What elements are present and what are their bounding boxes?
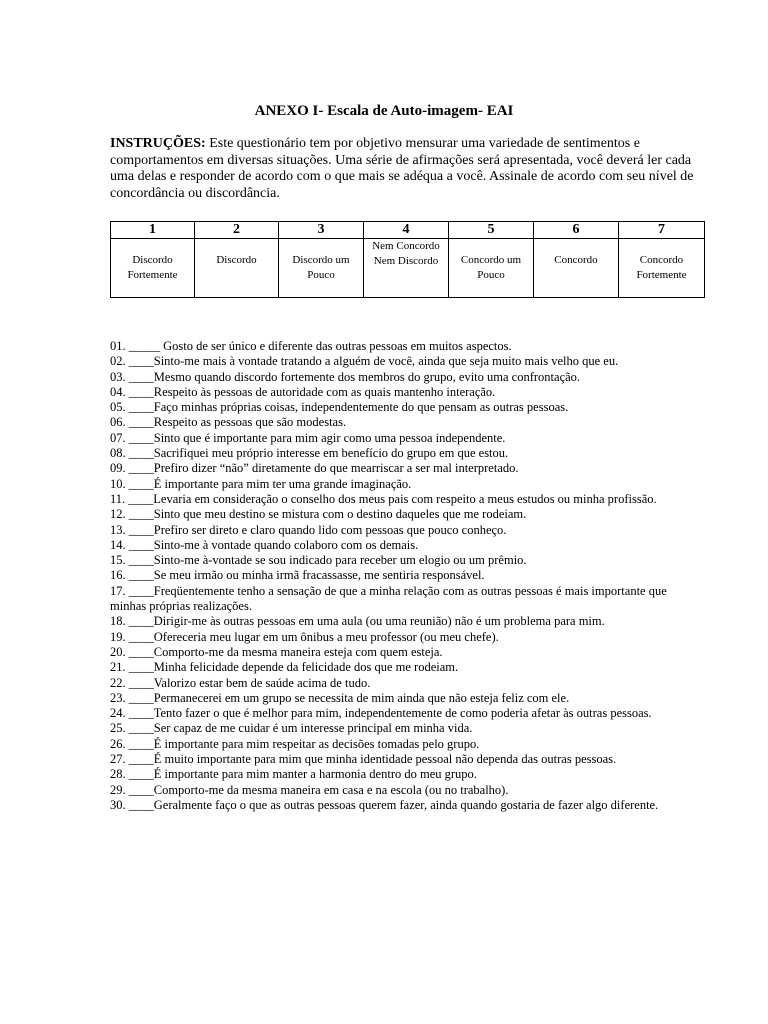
questionnaire-item: 08. ____Sacrifiquei meu próprio interesse em benefício do grupo em que estou.	[110, 446, 509, 461]
questionnaire-item: 25. ____Ser capaz de me cuidar é um interesse principal em minha vida.	[110, 721, 473, 736]
questionnaire-item: 26. ____É importante para mim respeitar as decisões tomadas pelo grupo.	[110, 736, 480, 751]
scale-label: Discordo Fortemente	[111, 239, 195, 298]
scale-number: 2	[195, 222, 279, 239]
questionnaire-item: 22. ____Valorizo estar bem de saúde acima de tudo.	[110, 675, 371, 690]
questionnaire-item: 06. ____Respeito as pessoas que são modestas.	[110, 415, 347, 430]
questionnaire-item: 10. ____É importante para mim ter uma grande imaginação.	[110, 476, 412, 491]
scale-number: 7	[619, 222, 705, 239]
scale-number: 5	[449, 222, 534, 239]
questionnaire-item: 14. ____Sinto-me à vontade quando colaboro com os demais.	[110, 537, 419, 552]
questionnaire-item: 27. ____É muito importante para mim que minha identidade pessoal não dependa das outras pessoas.	[110, 752, 617, 767]
scale-number-row	[111, 222, 705, 239]
questionnaire-item: 13. ____Prefiro ser direto e claro quando lido com pessoas que pouco conheço.	[110, 522, 507, 537]
instructions-text: Este questionário tem por objetivo mensurar uma variedade de sentimentos e comportamentos em diversas situações. Uma série de afirmações será apresentada, você deverá ler cada uma delas e responder de acordo com o que mais se adéqua a você. Assinale de acordo com seu nível de concordância ou discordância.	[110, 136, 694, 201]
page-title: ANEXO I- Escala de Auto-imagem- EAI	[254, 103, 514, 119]
scale-label: Concordo	[534, 239, 619, 298]
questionnaire-item: 30. ____Geralmente faço o que as outras pessoas querem fazer, ainda quando gostaria de fazer algo diferente.	[110, 797, 659, 812]
scale-label: Nem Concordo Nem Discordo	[364, 239, 449, 298]
questionnaire-item: 17. ____Freqüentemente tenho a sensação de que a minha relação com as outras pessoas é mais importante que minhas próprias realizações.	[110, 583, 667, 614]
scale-label: Discordo	[195, 239, 279, 298]
questionnaire-item: 04. ____Respeito às pessoas de autoridade com as quais mantenho interação.	[110, 384, 496, 399]
questionnaire-item: 09. ____Prefiro dizer “não” diretamente do que mearriscar a ser mal interpretado.	[110, 461, 519, 476]
questionnaire-items	[110, 339, 700, 813]
questionnaire-item: 20. ____Comporto-me da mesma maneira esteja com quem esteja.	[110, 644, 443, 659]
scale-number: 1	[111, 222, 195, 239]
questionnaire-item: 07. ____Sinto que é importante para mim agir como uma pessoa independente.	[110, 430, 506, 445]
scale-number: 4	[364, 222, 449, 239]
likert-scale-table	[110, 221, 705, 298]
scale-label: Discordo um Pouco	[279, 239, 364, 298]
questionnaire-item: 16. ____Se meu irmão ou minha irmã fracassasse, me sentiria responsável.	[110, 568, 485, 583]
scale-label-row	[111, 239, 705, 298]
questionnaire-item: 12. ____Sinto que meu destino se mistura com o destino daqueles que me rodeiam.	[110, 507, 527, 522]
questionnaire-item: 21. ____Minha felicidade depende da felicidade dos que me rodeiam.	[110, 660, 459, 675]
scale-label: Concordo um Pouco	[449, 239, 534, 298]
questionnaire-item: 05. ____Faço minhas próprias coisas, independentemente do que pensam as outras pessoas.	[110, 400, 569, 415]
questionnaire-item: 11. ____Levaria em consideração o conselho dos meus pais com respeito a meus estudos ou minha profissão.	[110, 491, 657, 506]
instructions-label: INSTRUÇÕES:	[110, 136, 206, 151]
questionnaire-item: 18. ____Dirigir-me às outras pessoas em uma aula (ou uma reunião) não é um problema para mim.	[110, 614, 605, 629]
questionnaire-item: 24. ____Tento fazer o que é melhor para mim, independentemente de como poderia afetar às outras pessoas.	[110, 706, 652, 721]
instructions-paragraph	[110, 136, 695, 202]
questionnaire-item: 23. ____Permanecerei em um grupo se necessita de mim ainda que não esteja feliz com ele.	[110, 690, 570, 705]
scale-label: Concordo Fortemente	[619, 239, 705, 298]
questionnaire-item: 28. ____É importante para mim manter a harmonia dentro do meu grupo.	[110, 767, 477, 782]
questionnaire-item: 15. ____Sinto-me à-vontade se sou indicado para receber um elogio ou um prêmio.	[110, 553, 527, 568]
scale-number: 6	[534, 222, 619, 239]
questionnaire-item: 01. _____ Gosto de ser único e diferente das outras pessoas em muitos aspectos.	[110, 339, 512, 353]
scale-number: 3	[279, 222, 364, 239]
questionnaire-item: 29. ____Comporto-me da mesma maneira em casa e na escola (ou no trabalho).	[110, 782, 509, 797]
questionnaire-item: 03. ____Mesmo quando discordo fortemente dos membros do grupo, evito uma confrontação.	[110, 369, 581, 384]
questionnaire-item: 19. ____Ofereceria meu lugar em um ônibus a meu professor (ou meu chefe).	[110, 629, 499, 644]
questionnaire-item: 02. ____Sinto-me mais à vontade tratando a alguém de você, ainda que seja muito mais velho que eu.	[110, 354, 619, 369]
